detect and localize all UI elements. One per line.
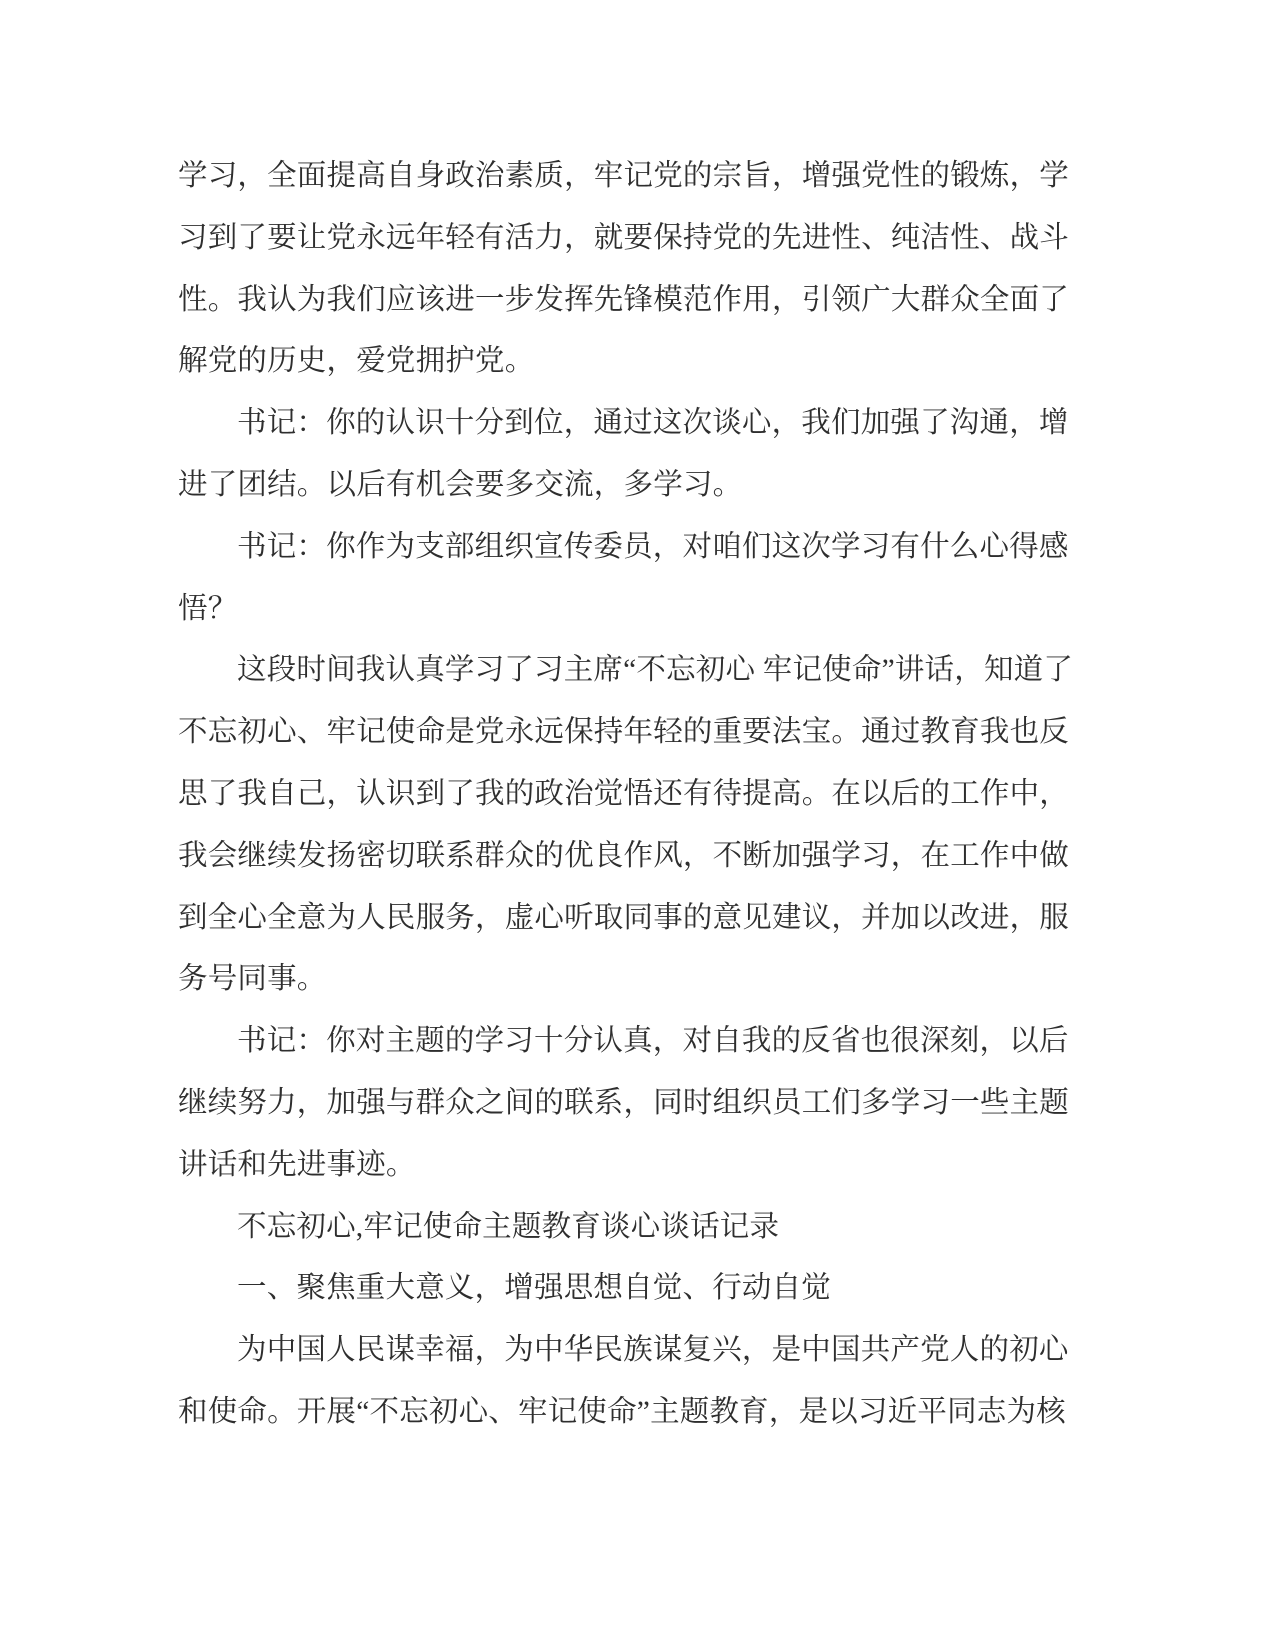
text-line: 书记：你的认识十分到位，通过这次谈心，我们加强了沟通，增 xyxy=(237,407,1069,440)
document-text-block xyxy=(178,146,1078,1444)
text-line: 我会继续发扬密切联系群众的优良作风，不断加强学习，在工作中做 xyxy=(178,839,1070,872)
text-line: 解党的历史，爱党拥护党。 xyxy=(178,345,535,378)
text-line: 性。我认为我们应该进一步发挥先锋模范作用，引领广大群众全面了 xyxy=(178,283,1070,316)
text-line: 书记：你对主题的学习十分认真，对自我的反省也很深刻，以后 xyxy=(237,1025,1069,1058)
text-line: 为中国人民谋幸福，为中华民族谋复兴，是中国共产党人的初心 xyxy=(237,1334,1069,1367)
text-line: 书记：你作为支部组织宣传委员，对咱们这次学习有什么心得感 xyxy=(237,530,1069,563)
text-line: 讲话和先进事迹。 xyxy=(178,1148,416,1181)
text-line: 进了团结。以后有机会要多交流，多学习。 xyxy=(178,468,743,501)
text-line: 这段时间我认真学习了习主席“不忘初心 牢记使命”讲话，知道了 xyxy=(237,654,1074,687)
text-line: 习到了要让党永远年轻有活力，就要保持党的先进性、纯洁性、战斗 xyxy=(178,221,1070,254)
text-line: 学习，全面提高自身政治素质，牢记党的宗旨，增强党性的锻炼，学 xyxy=(178,160,1070,192)
text-line: 思了我自己，认识到了我的政治觉悟还有待提高。在以后的工作中， xyxy=(178,777,1070,810)
text-line: 和使命。开展“不忘初心、牢记使命”主题教育，是以习近平同志为核 xyxy=(178,1395,1066,1428)
text-line: 不忘初心,牢记使命主题教育谈心谈话记录 xyxy=(237,1210,780,1243)
text-line: 不忘初心、牢记使命是党永远保持年轻的重要法宝。通过教育我也反 xyxy=(178,716,1070,749)
text-line: 务号同事。 xyxy=(178,963,327,996)
text-line: 悟？ xyxy=(178,592,238,625)
text-line: 继续努力，加强与群众之间的联系，同时组织员工们多学习一些主题 xyxy=(178,1086,1070,1119)
text-line: 到全心全意为人民服务，虚心听取同事的意见建议，并加以改进，服 xyxy=(178,901,1070,934)
text-line: 一、聚焦重大意义，增强思想自觉、行动自觉 xyxy=(237,1272,832,1305)
